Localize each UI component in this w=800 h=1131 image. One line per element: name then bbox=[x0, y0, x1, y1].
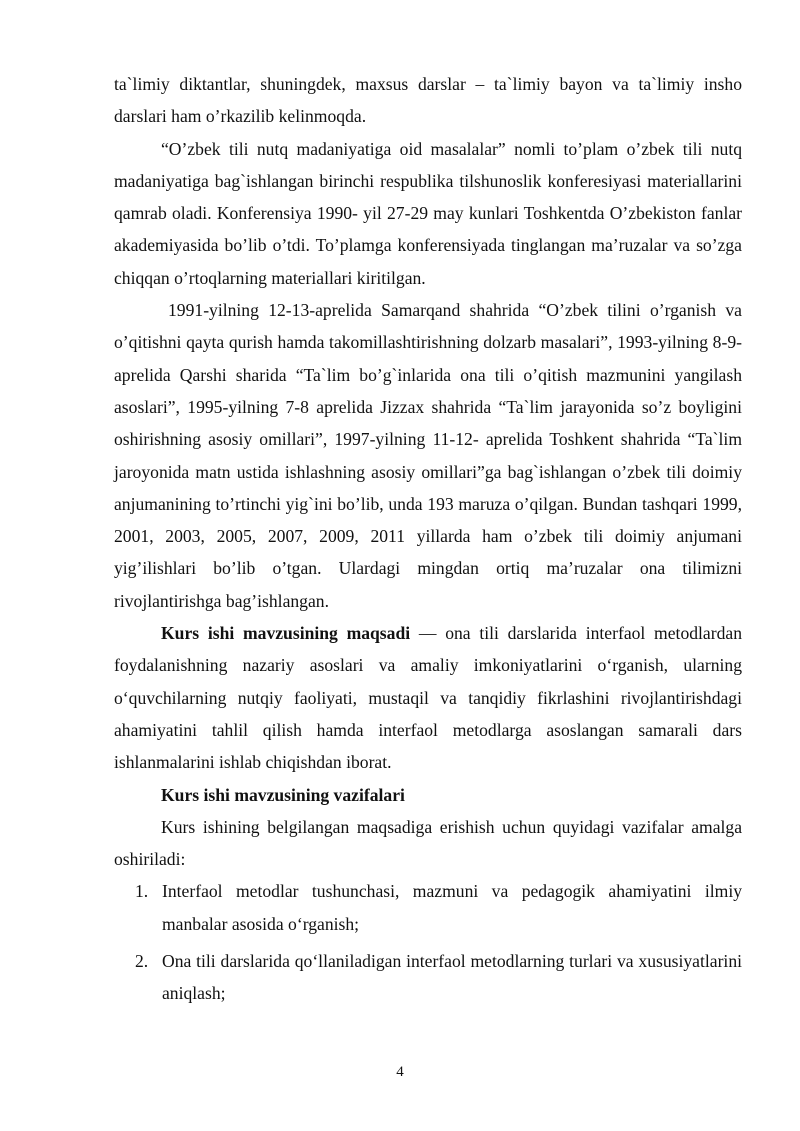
list-item-number: 2. bbox=[135, 951, 149, 972]
paragraph-tasks-intro: Kurs ishining belgilangan maqsadiga erishish uchun quyidagi vazifalar amalga oshiriladi: bbox=[114, 816, 742, 870]
page-number: 4 bbox=[396, 1064, 404, 1080]
paragraph-conferences-history: 1991-yilning 12-13-aprelida Samarqand shahrida “O’zbek tilini o’rganish va o’qitishni qayta qurish hamda takomillashtirishning dolzarb masalari”, 1993-yilning 8-9-aprelida Qarshi sharida “Ta`lim bo’g`inlarida ona tili o’qitish mazmunini yangilash asoslari”, 1995-yilning 7-8 aprelida Jizzax shahrida “Ta`lim jarayonida so’z boyligini oshirishning asosiy omillari”, 1997-yilning 11-12- aprelida Toshkent shahrida “Ta`lim jaroyonida matn ustida ishlashning asosiy omillari”ga bag`ishlangan o’zbek tili doimiy anjumanining to’rtinchi yig`ini bo’lib, unda 193 maruza o’qilgan. Bundan tashqari 1999, 2001, 2003, 2005, 2007, 2009, 2011 yillarda ham o’zbek tili doimiy anjumani yig’ilishlari bo’lib o’tgan. Ulardagi mingdan ortiq ma’ruzalar ona tilimizni rivojlantirishga bag’ishlangan. bbox=[114, 300, 742, 611]
tasks-list bbox=[114, 875, 742, 1009]
list-item-text: Interfaol metodlar tushunchasi, mazmuni va pedagogik ahamiyatini ilmiy manbalar asosida o‘rganish; bbox=[162, 881, 742, 934]
paragraph-course-goal bbox=[114, 617, 742, 778]
paragraph-collection-description: “O’zbek tili nutq madaniyatiga oid masalalar” nomli to’plam o’zbek tili nutq madaniyatiga bag`ishlangan birinchi respublika tilshunoslik konferesiyasi materiallarini qamrab oladi. Konferensiya 1990- yil 27-29 may kunlari Toshkentda O’zbekiston fanlar akademiyasida bo’lib o’tdi. To’plamga konferensiyada tinglangan ma’ruzalar va so’zga chiqqan o’rtoqlarning materiallari kiritilgan. bbox=[114, 138, 742, 288]
paragraph-intro-continuation: ta`limiy diktantlar, shuningdek, maxsus darslar – ta`limiy bayon va ta`limiy insho darslari ham o’rkazilib kelinmoqda. bbox=[114, 74, 742, 127]
course-goal-heading: Kurs ishi mavzusining maqsadi bbox=[161, 623, 411, 644]
list-item bbox=[114, 875, 742, 940]
list-item-number: 1. bbox=[135, 881, 149, 902]
list-item bbox=[114, 945, 742, 1010]
course-tasks-heading: Kurs ishi mavzusining vazifalari bbox=[161, 784, 405, 805]
list-item-text: Ona tili darslarida qo‘llaniladigan interfaol metodlarning turlari va xususiyatlarini aniqlash; bbox=[162, 951, 742, 1004]
course-goal-text: — ona tili darslarida interfaol metodlardan foydalanishning nazariy asoslari va amaliy imkoniyatlarini o‘rganish, ularning o‘quvchilarning nutqiy faoliyati, mustaqil va tanqidiy fikrlashini rivojlantirishdagi ahamiyatini tahlil qilish hamda interfaol metodlarga asoslangan samarali dars ishlanmalarini ishlab chiqishdan iborat. bbox=[114, 623, 742, 773]
document-page bbox=[114, 68, 742, 1015]
